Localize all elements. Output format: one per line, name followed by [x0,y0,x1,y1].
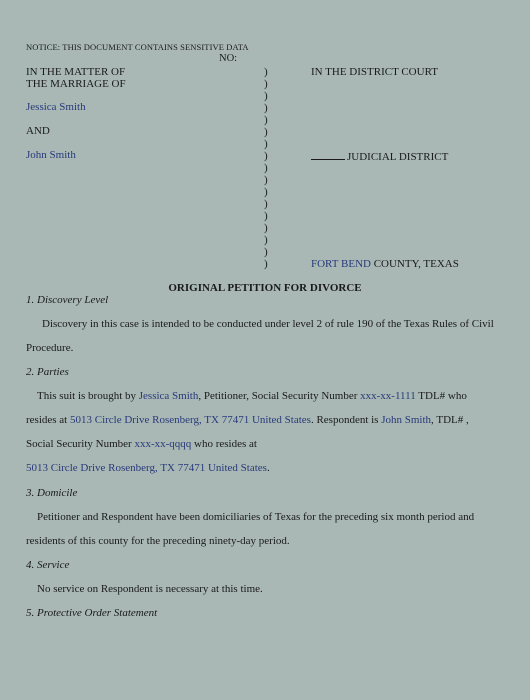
petition-title: ORIGINAL PETITION FOR DIVORCE [168,282,362,294]
text-run: This suit is brought by [37,390,139,402]
petitioner-name-inline: Jessica Smith [138,390,199,402]
paren: ) [264,66,268,78]
paren: ) [264,78,268,90]
county-name: FORT BEND [311,258,371,270]
respondent-name: John Smith [26,149,76,161]
paren: ) [264,174,268,186]
paren: ) [264,258,268,270]
court-label: IN THE DISTRICT COURT [311,66,438,78]
matter-line-2: THE MARRIAGE OF [26,78,126,90]
section-1-line-1: Discovery in this case is intended to be conducted under level 2 of rule 190 of the Texas Rules of Civil [42,318,494,330]
text-run: who resides at [191,438,257,450]
petitioner-name: Jessica Smith [26,101,86,113]
text-run: TDL# who [415,390,467,402]
text-run: resides at [26,414,70,426]
text-run: . [266,462,270,474]
petitioner-address: 5013 Circle Drive Rosenberg, TX 77471 United States [69,414,311,426]
paren: ) [264,186,268,198]
section-3-line-2: residents of this county for the preceding ninety-day period. [26,535,290,547]
paren: ) [264,138,268,150]
paren: ) [264,234,268,246]
section-2-line-1 [37,390,467,402]
paren: ) [264,210,268,222]
section-4-heading: 4. Service [26,559,70,571]
section-5-heading: 5. Protective Order Statement [26,607,158,619]
section-2-line-3 [26,438,257,450]
section-2-heading: 2. Parties [26,366,69,378]
text-run: , Petitioner, Social Security Number [198,390,361,402]
respondent-name-inline: John Smith [381,414,432,426]
district-number-blank [311,150,345,160]
section-1-heading: 1. Discovery Level [26,294,109,306]
county-line [311,258,459,270]
district-label: JUDICIAL DISTRICT [347,151,449,163]
paren: ) [264,90,268,102]
text-run: . Respondent is [310,414,382,426]
section-2-line-2 [26,414,469,426]
sensitive-data-notice: NOTICE: THIS DOCUMENT CONTAINS SENSITIVE DATA [26,42,249,52]
section-2-line-4 [26,462,270,474]
paren: ) [264,150,268,162]
paren: ) [264,246,268,258]
paren: ) [264,198,268,210]
respondent-ssn: xxx-xx-qqqq [134,438,192,450]
respondent-address: 5013 Circle Drive Rosenberg, TX 77471 United States [26,462,267,474]
paren: ) [264,102,268,114]
county-suffix: COUNTY, TEXAS [370,258,459,270]
district-line [311,150,448,163]
matter-line-1: IN THE MATTER OF [26,66,126,78]
paren: ) [264,222,268,234]
case-number-label: NO: [219,53,238,64]
petitioner-ssn: xxx-xx-1111 [360,390,416,402]
paren: ) [264,114,268,126]
section-3-line-1: Petitioner and Respondent have been domiciliaries of Texas for the preceding six month period and [37,511,475,523]
section-1-line-2: Procedure. [26,342,74,354]
paren: ) [264,162,268,174]
text-run: , TDL# , [431,414,469,426]
text-run: Social Security Number [26,438,135,450]
paren: ) [264,126,268,138]
and-label: AND [26,125,50,137]
section-3-heading: 3. Domicile [26,487,78,499]
section-4-line-1: No service on Respondent is necessary at this time. [37,583,263,595]
